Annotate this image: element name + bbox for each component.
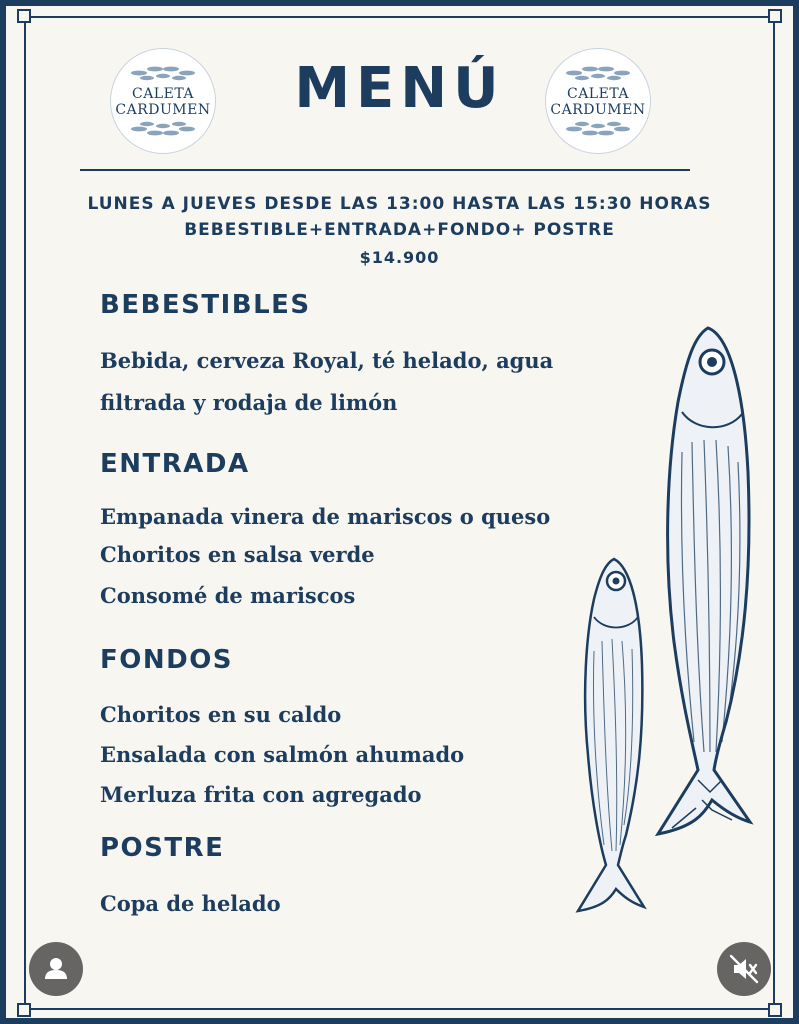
large-fish-illustration — [652, 322, 762, 842]
corner-ornament-bottom-right — [768, 1003, 782, 1017]
promo-schedule: LUNES A JUEVES DESDE LAS 13:00 HASTA LAS 15:30 HORAS — [87, 194, 712, 214]
user-profile-button[interactable] — [29, 942, 83, 996]
corner-ornament-top-left — [17, 9, 31, 23]
menu-item: Choritos en su caldo — [100, 702, 342, 727]
menu-item: Choritos en salsa verde — [100, 542, 375, 567]
section-title-bebestibles: BEBESTIBLES — [100, 290, 311, 320]
logo-text-line2: CARDUMEN — [550, 102, 646, 118]
page-title: MENÚ — [294, 56, 505, 121]
speaker-muted-icon — [717, 942, 771, 996]
corner-ornament-top-right — [768, 9, 782, 23]
menu-item: Empanada vinera de mariscos o queso — [100, 504, 551, 529]
section-title-entrada: ENTRADA — [100, 449, 250, 479]
mute-toggle-button[interactable] — [717, 942, 771, 996]
menu-item: Merluza frita con agregado — [100, 782, 422, 807]
small-fish-illustration — [574, 555, 654, 915]
menu-item: Bebida, cerveza Royal, té helado, agua — [100, 348, 554, 373]
logo-text-line1: CALETA — [131, 86, 195, 102]
corner-ornament-bottom-left — [17, 1003, 31, 1017]
user-icon — [29, 942, 83, 996]
menu-item: Copa de helado — [100, 891, 281, 916]
promo-price: $14.900 — [359, 248, 440, 267]
menu-item: Ensalada con salmón ahumado — [100, 742, 465, 767]
menu-item: filtrada y rodaja de limón — [100, 390, 398, 415]
logo-text-line1: CALETA — [566, 86, 630, 102]
header-divider — [80, 169, 690, 171]
menu-item: Consomé de mariscos — [100, 583, 356, 608]
section-title-postre: POSTRE — [100, 833, 225, 863]
section-title-fondos: FONDOS — [100, 645, 234, 675]
promo-combo: BEBESTIBLE+ENTRADA+FONDO+ POSTRE — [184, 220, 615, 240]
logo-text-line2: CARDUMEN — [115, 102, 211, 118]
